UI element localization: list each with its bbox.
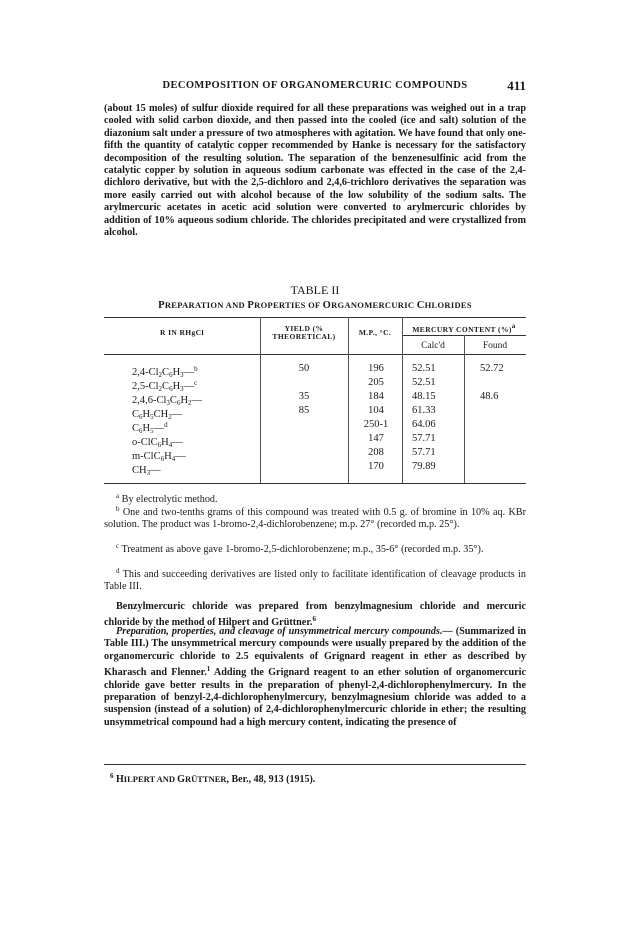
col-header-found: Found — [482, 341, 508, 351]
table-title: TABLE II — [290, 283, 340, 297]
table-rule-top — [104, 317, 526, 318]
page-footnote: $^6$ HILPERT AND GRÜTTNER, Ber., 48, 913 (1915). — [110, 772, 316, 785]
table-row: $o-ClC_6H_4—$ 147 57.71 — [132, 433, 436, 449]
table-row: $2,4-Cl_2C_6H_3—^b$ 50 196 52.51 52.72 — [132, 363, 504, 379]
col-header-yield: YIELD (% THEORETICAL) — [272, 324, 336, 341]
running-title: DECOMPOSITION OF ORGANOMERCURIC COMPOUNDS — [162, 80, 468, 91]
table-footnote-a: $^a$ By electrolytic method. — [116, 492, 218, 505]
data-table — [104, 317, 526, 484]
body-paragraph-2: Benzylmercuric chloride was prepared from benzylmagnesium chloride and mercuric chloride by the method of Hilpert and Grüttner.$^6$ — [104, 601, 526, 629]
col-header-calc: Calc'd — [421, 341, 445, 351]
col-header-r: R IN RHgCl — [159, 328, 204, 337]
table-row: $2,4,6-Cl_3C_6H_2—$ 35 184 48.15 48.6 — [132, 391, 499, 407]
col-header-mp: M.P., °C. — [358, 328, 392, 337]
table-rule-header — [104, 354, 526, 355]
page-number: 411 — [507, 78, 526, 93]
table-row: $C_6H_5CH_2—$ 85 104 61.33 — [132, 405, 436, 421]
footnote-rule — [104, 764, 526, 765]
running-head — [104, 78, 526, 94]
section-heading: Preparation, properties, and cleavage of unsymmetrical mercury compounds.— — [116, 626, 453, 637]
table-row: $C_6H_5—^d$ 250-1 64.06 — [132, 419, 436, 435]
table-subtitle: PREPARATION AND PROPERTIES OF ORGANOMERCURIC CHLORIDES — [158, 300, 472, 311]
table-footnote-c: $^c$ Treatment as above gave 1-bromo-2,5-dichlorobenzene; m.p., 35-6° (recorded m.p. 35°). — [116, 542, 484, 555]
table-row: $m-ClC_6H_4—$ 208 57.71 — [132, 447, 436, 463]
table-row: $CH_3—$ 170 79.89 — [132, 461, 436, 477]
col-header-mercury: MERCURY CONTENT (%)$^a$ — [412, 322, 516, 334]
table-row: $2,5-Cl_2C_6H_3—^c$ 205 52.51 — [132, 377, 436, 393]
body-paragraph-1: (about 15 moles) of sulfur dioxide required for all these preparations was weighed out in a trap cooled with solid carbon dioxide, and then passed into the cooled (ice and salt) solution of the diazonium salt under a pressure of two atmospheres with agitation. We have found that only one-fifth the quantity of catalytic copper recommended by Hanke is necessary for the satisfactory decomposition of the resulting solution. The separation of the benzenesulfinic acid from the catalytic copper by solution in aqueous sodium carbonate was effected in the case of the 2,4-dichloro derivative, but with the 2,5-dichloro and 2,4,6-trichloro derivatives the separation was more easily carried out with alcohol because of the low solubility of the sodium salts. The arylmercuric acetates in acetic acid solution were converted to arylmercuric chlorides by addition of 10% aqueous sodium chloride. The chlorides precipitated and were crystallized from alcohol. — [104, 103, 526, 239]
table-footnote-b: $^b$ One and two-tenths grams of this compound was treated with 0.5 g. of bromine in 10% aq. KBr solution. The product was 1-bromo-2,4-dichlorobenzene; m.p. 27° (recorded m.p. 25°). — [104, 505, 526, 531]
table-footnote-d: $^d$ This and succeeding derivatives are listed only to facilitate identification of cleavage products in Table III. — [104, 567, 526, 593]
table-rule-bottom — [104, 483, 526, 484]
body-paragraph-3: Preparation, properties, and cleavage of unsymmetrical mercury compounds.— (Summarized in Table III.) The unsymmetrical mercury compounds were usually prepared by the addition of the organomercuric chloride to 2.5 equivalents of Grignard reagent in ether as described by Kharasch and Flenner.$^1$ Adding the Grignard reagent to an ether solution of organomercuric chloride gave better results in the preparation of phenyl-2,4-dichlorophenylmercury. In the preparation of benzyl-2,4-dichlorophenylmercury, benzylmagnesium chloride was added to a suspension (instead of a solution) of 2,4-dichlorophenylmercuric chloride in ether; the resulting unsymmetrical compound had a high mercury content, indicating the presence of — [104, 626, 526, 728]
